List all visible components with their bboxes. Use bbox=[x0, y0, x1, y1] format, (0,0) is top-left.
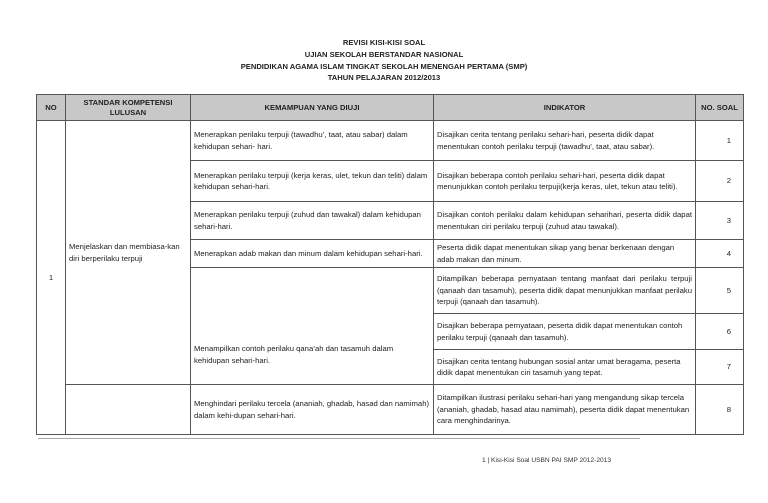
kemampuan-cell: Menerapkan perilaku terpuji (kerja keras, ulet, tekun dan teliti) dalam kehidupan sehari-hari. bbox=[191, 161, 434, 202]
indikator-cell: Disajikan cerita tentang hubungan sosial antar umat beragama, peserta didik dapat menentukan ciri tasamuh yang tepat. bbox=[434, 350, 696, 385]
kemampuan-cell: Menghindari perilaku tercela (ananiah, ghadab, hasad dan namimah) dalam kehi-dupan sehari-hari. bbox=[191, 385, 434, 435]
title-line-2: UJIAN SEKOLAH BERSTANDAR NASIONAL bbox=[304, 49, 464, 59]
footer-divider bbox=[38, 438, 640, 439]
no-soal-cell: 1 bbox=[696, 121, 744, 161]
title-line-4: TAHUN PELAJARAN 2012/2013 bbox=[327, 73, 441, 83]
no-soal-cell: 4 bbox=[696, 240, 744, 268]
page-footer: 1 | Kisi-Kisi Soal USBN PAI SMP 2012-2013 bbox=[482, 457, 612, 464]
no-soal-cell: 7 bbox=[696, 350, 744, 385]
indikator-cell: Ditampilkan ilustrasi perilaku sehari-hari yang mengandung sikap tercela (ananiah, ghadab, hasad atau namimah), peserta didik dapat menentukan cara menghindarinya. bbox=[434, 385, 696, 435]
indikator-cell: Disajikan cerita tentang perilaku sehari-hari, peserta didik dapat menentukan contoh perilaku terpuji (tawadhu', taat, atau sabar). bbox=[434, 121, 696, 161]
kemampuan-cell: Menerapkan perilaku terpuji (zuhud dan tawakal) dalam kehidupan sehari-hari. bbox=[191, 202, 434, 240]
header-kemampuan: KEMAMPUAN YANG DIUJI bbox=[191, 95, 434, 121]
table-row bbox=[37, 385, 744, 435]
indikator-cell: Ditampilkan beberapa pernyataan tentang manfaat dari perilaku terpuji (qanaah dan tasamuh), peserta didik dapat menunjukkan manfaat perilaku terpuji (qanaah dan tasamuh). bbox=[434, 268, 696, 314]
header-no-soal: NO. SOAL bbox=[696, 95, 744, 121]
header-skl: STANDAR KOMPETENSI LULUSAN bbox=[66, 95, 191, 121]
indikator-cell: Peserta didik dapat menentukan sikap yang benar berkenaan dengan adab makan dan minum. bbox=[434, 240, 696, 268]
indikator-cell: Disajikan contoh perilaku dalam kehidupan seharihari, peserta didik dapat menentukan ciri perilaku terpuji (zuhud atau tawakal). bbox=[434, 202, 696, 240]
title-line-3: PENDIDIKAN AGAMA ISLAM TINGKAT SEKOLAH MENENGAH PERTAMA (SMP) bbox=[240, 61, 528, 71]
indikator-cell: Disajikan beberapa pernyataan, peserta didik dapat menentukan contoh perilaku terpuji (qanaah dan tasamuh). bbox=[434, 314, 696, 350]
indikator-cell: Disajikan beberapa contoh perilaku sehari-hari, peserta didik dapat menunjukkan contoh perilaku terpuji(kerja keras, ulet, tekun atau teliti). bbox=[434, 161, 696, 202]
no-soal-cell: 3 bbox=[696, 202, 744, 240]
skl-cell-empty bbox=[66, 385, 191, 435]
no-soal-cell: 5 bbox=[696, 268, 744, 314]
skl-cell: Menjelaskan dan membiasa-kan diri berperilaku terpuji bbox=[66, 121, 191, 385]
no-soal-cell: 6 bbox=[696, 314, 744, 350]
no-soal-cell: 8 bbox=[696, 385, 744, 435]
header-indikator: INDIKATOR bbox=[434, 95, 696, 121]
kemampuan-cell: Menerapkan adab makan dan minum dalam kehidupan sehari-hari. bbox=[191, 240, 434, 268]
header-no: NO bbox=[37, 95, 66, 121]
table-header-row bbox=[37, 95, 744, 121]
title-line-1: REVISI KISI-KISI SOAL bbox=[342, 38, 426, 47]
document-title bbox=[0, 37, 768, 84]
no-soal-cell: 2 bbox=[696, 161, 744, 202]
table-row bbox=[37, 121, 744, 161]
row-number: 1 bbox=[37, 121, 66, 435]
kemampuan-cell: Menampilkan contoh perilaku qana’ah dan tasamuh dalam kehidupan sehari-hari. bbox=[191, 268, 434, 385]
kisi-kisi-table bbox=[36, 94, 744, 435]
kemampuan-cell: Menerapkan perilaku terpuji (tawadhu’, taat, atau sabar) dalam kehidupan sehari- hari. bbox=[191, 121, 434, 161]
